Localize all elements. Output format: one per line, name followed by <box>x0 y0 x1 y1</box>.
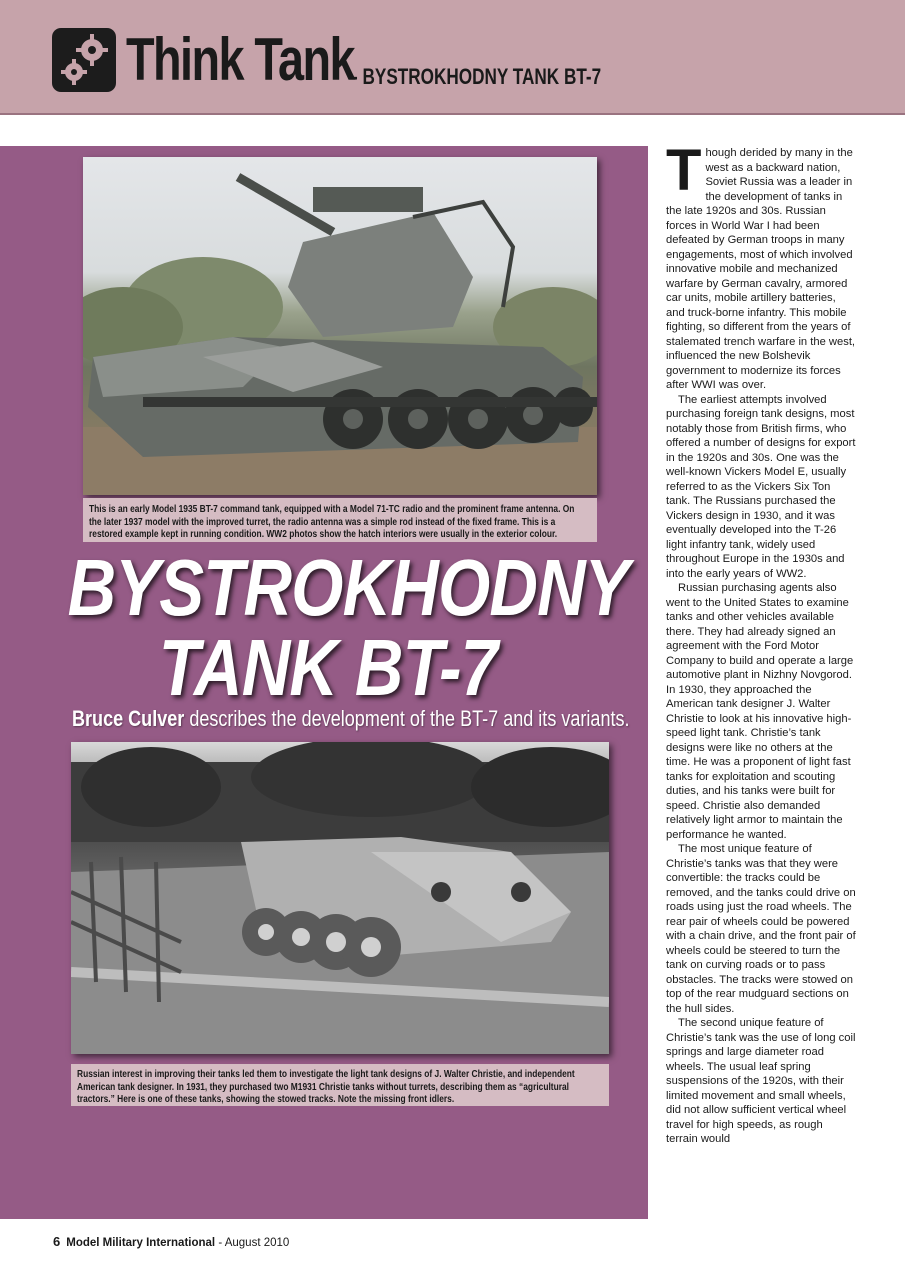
magazine-name: Model Military International <box>66 1237 216 1249</box>
page-number: 6 <box>53 1234 61 1249</box>
gear-icon <box>52 28 116 92</box>
issue-date: - August 2010 <box>215 1237 290 1249</box>
standfirst <box>72 705 632 733</box>
article-paragraph: Russian purchasing agents also went to the United States to examine tanks and other vehicles available there. They had already signed an agreement with the Ford Motor Company to build and operate a large automotive plant in Nizhny Novgorod. In 1930, they approached the American tank designer J. Walter Christie to look at his innovative high-speed light tank. Christie’s tank designs were like no others at the time. He was a proponent of light fast tanks for exploitation and scouting duties, and his tanks were built for speed. Christie also demanded relatively light armor to maintain the performance he wanted. <box>666 582 854 841</box>
page-footer <box>53 1234 289 1249</box>
photo-caption: This is an early Model 1935 BT-7 command tank, equipped with a Model 71-TC radio and the prominent frame antenna. On the later 1937 model with the improved turret, the radio antenna was a simple rod instead of the fixed frame. This is a restored example kept in running condition. WW2 photos show the hatch interiors were usually in the exterior colour. <box>83 498 597 542</box>
drop-cap: T <box>666 138 702 203</box>
photo-caption: Russian interest in improving their tanks led them to investigate the light tank designs of J. Walter Christie, and independent American tank designer. In 1931, they purchased two M1931 Christie tanks without turrets, describing them as “agricultural tractors.” Here is one of these tanks, showing the stowed tracks. Note the missing front idlers. <box>71 1064 609 1106</box>
article-paragraph: Though derided by many in the west as a backward nation, Soviet Russia was a leader in the development of tanks in the late 1920s and 30s. Russian forces in World War I had been defeated by German troops in many engagements, most of which involved innovative mobile and mechanized warfare by German cavalry, armored car units, mobile artillery batteries, and truck-borne infantry. This mobile fighting, so different from the years of stalemated trench warfare in the west, influenced the new Bolshevik government to modernize its forces after WWI was over. <box>666 138 856 391</box>
page-header <box>0 0 905 115</box>
author-name: Bruce Culver <box>72 706 185 731</box>
article-paragraph: The earliest attempts involved purchasing foreign tank designs, most notably those from British firms, who offered a number of designs for export in the 1920s and 30s. One was the well-known Vickers Model E, usually referred to as the Vickers Six Ton tank. The Russians purchased the Vickers design in 1930, and it was eventually developed into the T-26 light infantry tank, widely used throughout Europe in the 1930s and into the early years of WW2. <box>666 393 856 580</box>
christie-tank-photo <box>71 742 609 1054</box>
bt7-tank-photo <box>83 157 597 495</box>
article-paragraph: The most unique feature of Christie’s tanks was that they were convertible: the tracks could be removed, and the tanks could drive on roads using just the road wheels. The rear pair of wheels could be powered with a chain drive, and the front pair of wheels could be steered to turn the tank on curving roads or to pass obstacles. The tracks were stowed on top of the rear mudguard sections on the hull sides. <box>666 843 856 1015</box>
feature-title-line2: TANK BT-7 <box>158 623 498 712</box>
standfirst-text: describes the development of the BT-7 and its variants. <box>184 706 630 731</box>
article-body <box>666 138 856 1147</box>
feature-title <box>18 543 638 712</box>
feature-title-line1: BYSTROKHODNY <box>67 543 629 632</box>
series-title: Think Tank <box>126 26 354 93</box>
series-subtitle: - BYSTROKHODNY TANK BT-7 <box>352 64 602 89</box>
article-paragraph: The second unique feature of Christie’s tank was the use of long coil springs and large diameter road wheels. The usual leaf spring suspensions of the 1920s, with their limited movement and small wheels, did not allow sufficient vertical wheel travel for high speeds, as rough terrain would <box>666 1017 856 1145</box>
